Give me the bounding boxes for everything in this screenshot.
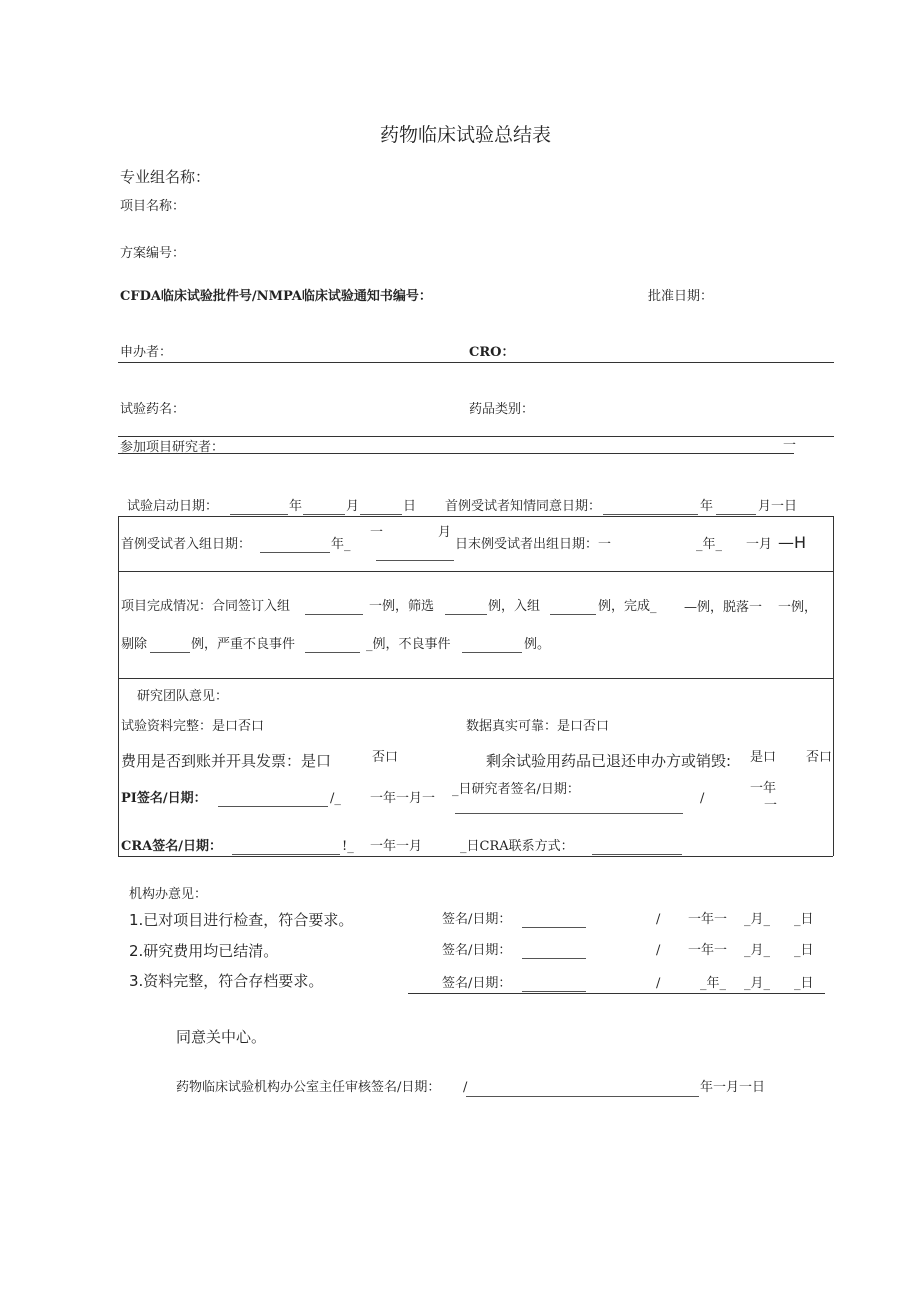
director-sign-blank (466, 1096, 699, 1097)
completion-ae-label: _例，不良事件 (366, 637, 451, 652)
box-top-border (118, 516, 833, 517)
researcher-slash: / (700, 791, 705, 806)
box-left-border (118, 516, 119, 856)
team-opinion-heading: 研究团队意见： (137, 689, 229, 704)
project-name-label: 项目名称： (120, 199, 186, 214)
institution-month-2: _月_ (744, 943, 771, 958)
group-name-label: 专业组名称： (120, 168, 211, 186)
leftover-yes-check: 是口 (750, 750, 777, 765)
first-consent-year-unit: 年 (700, 499, 714, 514)
start-year-unit: 年 (289, 499, 303, 514)
institution-item-1: 1.已对项目进行检查，符合要求。 (129, 911, 354, 929)
start-day-unit: 日 (403, 499, 417, 514)
first-enroll-label: 首例受试者入组日期： (121, 537, 252, 552)
institution-slash-2: / (656, 943, 661, 958)
cra-date-units: 一年一月 (370, 839, 423, 854)
cra-sign-label: CRA签名/日期： (121, 839, 222, 854)
agree-close-center: 同意关中心。 (176, 1028, 267, 1046)
drug-underline (118, 436, 834, 437)
completion-contract-blank (305, 614, 363, 615)
first-consent-month-blank (716, 514, 756, 515)
cra-contact-blank (592, 854, 682, 855)
pi-date-units: 一年一月一 (370, 791, 436, 806)
completion-enroll-label: 例，入组 (488, 599, 541, 614)
investigators-label: 参加项目研究者： (120, 440, 225, 455)
fee-no-check: 否口 (372, 750, 399, 765)
completion-ae-blank (462, 652, 522, 653)
first-enroll-month-blank (376, 560, 454, 561)
box-bottom-border (118, 856, 833, 857)
last-exit-month-unit: 一月 (746, 537, 773, 552)
sponsor-underline (118, 362, 834, 363)
institution-underline (408, 993, 825, 994)
completion-screen-label: 一例，筛选 (369, 599, 435, 614)
director-date-units: 年一月一日 (700, 1080, 766, 1095)
box-divider-1 (118, 571, 833, 572)
start-month-unit: 月 (346, 499, 360, 514)
first-consent-md: 月一日 (758, 499, 798, 514)
cro-label: CRO： (469, 345, 515, 360)
completion-dropout-label: —例，脱落一 (684, 600, 763, 615)
start-month-blank (303, 514, 345, 515)
protocol-no-label: 方案编号： (120, 246, 186, 261)
leftover-drug-label: 剩余试验用药品已退还申办方或销毁: (486, 752, 732, 770)
researcher-dash: 一 (764, 798, 778, 813)
institution-month-3: _月_ (744, 976, 771, 991)
approval-date-label: 批准日期： (648, 289, 714, 304)
drug-type-label: 药品类别： (469, 402, 535, 417)
director-sign-label: 药物临床试验机构办公室主任审核签名/日期： (176, 1080, 441, 1095)
institution-sign-label-3: 签名/日期： (442, 976, 512, 991)
completion-ae-unit: 例。 (524, 637, 551, 652)
institution-day-2: _日 (794, 943, 814, 958)
approval-no-label: CFDA临床试验批件号/NMPA临床试验通知书编号： (120, 289, 432, 304)
first-enroll-year-blank (260, 552, 330, 553)
institution-year-1: 一年一 (688, 912, 728, 927)
institution-slash-1: / (656, 912, 661, 927)
pi-slash: /_ (330, 791, 341, 806)
data-complete-check: 试验资料完整：是口否口 (121, 719, 265, 734)
institution-item-2: 2.研究费用均已结清。 (129, 942, 279, 960)
institution-sign-label-1: 签名/日期： (442, 912, 512, 927)
completion-enroll-blank (550, 614, 596, 615)
institution-sign-blank-2 (522, 958, 586, 959)
leftover-no-check: 否口 (806, 750, 833, 765)
institution-month-1: _月_ (744, 912, 771, 927)
institution-item-3: 3.资料完整，符合存档要求。 (129, 972, 324, 990)
start-day-blank (360, 514, 402, 515)
pi-sign-label: PI签名/日期： (121, 791, 207, 806)
director-slash: / (463, 1080, 468, 1095)
box-right-border (833, 516, 834, 856)
completion-sae-blank (305, 652, 360, 653)
box-divider-2 (118, 678, 833, 679)
institution-slash-3: / (656, 976, 661, 991)
last-exit-day-unit: —H (778, 533, 807, 552)
first-enroll-month-unit: 月 (438, 525, 452, 540)
first-enroll-dash: 一 (370, 525, 384, 540)
pi-sign-blank (218, 806, 328, 807)
drug-name-label: 试验药名： (120, 402, 186, 417)
institution-opinion-heading: 机构办意见： (129, 887, 208, 902)
researcher-sign-label: _日研究者签名/日期： (452, 782, 580, 797)
last-exit-year-unit: _年_ (696, 537, 723, 552)
institution-sign-blank-1 (522, 927, 586, 928)
investigators-underline (118, 453, 794, 454)
sponsor-label: 申办者： (120, 345, 173, 360)
institution-sign-label-2: 签名/日期： (442, 943, 512, 958)
completion-exclude-label: 剔除 (121, 637, 148, 652)
data-true-check: 数据真实可靠：是口否口 (466, 719, 610, 734)
completion-exclude-blank (150, 652, 190, 653)
completion-sae-label: 例，严重不良事件 (191, 637, 296, 652)
investigators-end: 一 (783, 438, 797, 453)
completion-contract-label: 项目完成情况：合同签订入组 (121, 599, 291, 614)
last-exit-label: 日末例受试者出组日期：一 (455, 537, 612, 552)
first-consent-year-blank (603, 514, 698, 515)
completion-screen-blank (445, 614, 487, 615)
institution-sign-blank-3 (522, 991, 586, 992)
page-title: 药物临床试验总结表 (380, 124, 552, 146)
institution-year-3: _年_ (700, 976, 727, 991)
institution-day-3: _日 (794, 976, 814, 991)
start-date-label: 试验启动日期： (127, 499, 219, 514)
completion-dropout-unit: 一例， (778, 600, 818, 615)
first-enroll-year-unit: 年_ (331, 537, 351, 552)
cra-sign-blank (232, 854, 340, 855)
fee-check-label: 费用是否到账并开具发票：是口 (121, 752, 332, 770)
researcher-sign-blank (455, 813, 683, 814)
cra-mark: !_ (342, 839, 354, 854)
start-year-blank (230, 514, 288, 515)
completion-complete-label: 例，完成_ (598, 599, 657, 614)
first-consent-label: 首例受试者知情同意日期： (445, 499, 602, 514)
cra-contact-label: _日CRA联系方式： (460, 839, 574, 854)
researcher-year-unit: 一年 (750, 781, 777, 796)
institution-day-1: _日 (794, 912, 814, 927)
institution-year-2: 一年一 (688, 943, 728, 958)
